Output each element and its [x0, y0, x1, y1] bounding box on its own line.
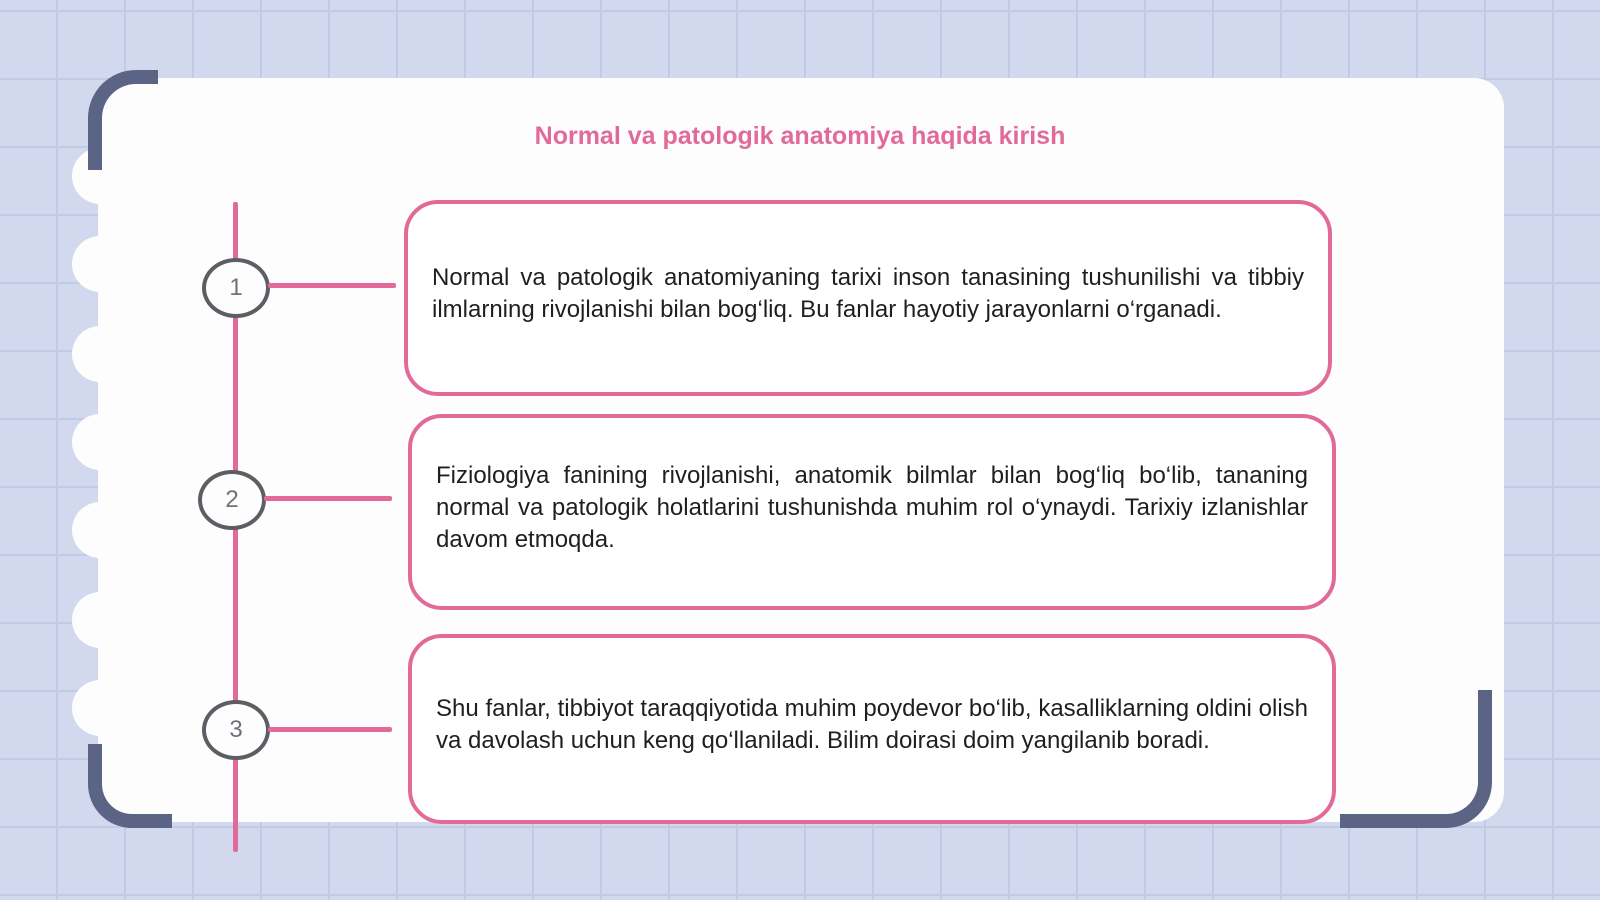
- timeline-card-text-2: Fiziologiya fanining rivojlanishi, anatomik bilmlar bilan bog‘liq bo‘lib, tananing normal va patologik holatlarini tushunishda muhim rol o‘ynaydi. Tarixiy izlanishlar davom etmoqda.: [436, 462, 1308, 553]
- timeline-connector-1: [268, 283, 396, 288]
- corner-bracket-top-left: [88, 70, 158, 170]
- timeline-connector-2: [264, 496, 392, 501]
- corner-bracket-bottom-left: [88, 744, 172, 828]
- notebook-scallop: [72, 680, 128, 736]
- notebook-scallop: [72, 414, 128, 470]
- timeline-node-1: 1: [202, 258, 270, 318]
- timeline-card-3: [408, 634, 1336, 824]
- timeline-node-3: 3: [202, 700, 270, 760]
- corner-bracket-bottom-right: [1340, 690, 1492, 828]
- timeline-card-text-1: Normal va patologik anatomiyaning tarixi inson tanasining tushunilishi va tibbiy ilmlarning rivojlanishi bilan bog‘liq. Bu fanlar hayotiy jarayonlarni o‘rganadi.: [432, 264, 1304, 323]
- notebook-scallop: [72, 502, 128, 558]
- timeline-card-text-3: Shu fanlar, tibbiyot taraqqiyotida muhim poydevor bo‘lib, kasalliklarning oldini olish va davolash uchun keng qo‘llaniladi. Bilim doirasi doim yangilanib boradi.: [436, 695, 1308, 754]
- notebook-scallop: [72, 236, 128, 292]
- timeline-card-2: [408, 414, 1336, 610]
- timeline-card-1: [404, 200, 1332, 396]
- notebook-scallop: [72, 592, 128, 648]
- timeline-node-2: 2: [198, 470, 266, 530]
- timeline-connector-3: [268, 727, 392, 732]
- notebook-scallop: [72, 326, 128, 382]
- slide-title: Normal va patologik anatomiya haqida kirish: [534, 122, 1066, 150]
